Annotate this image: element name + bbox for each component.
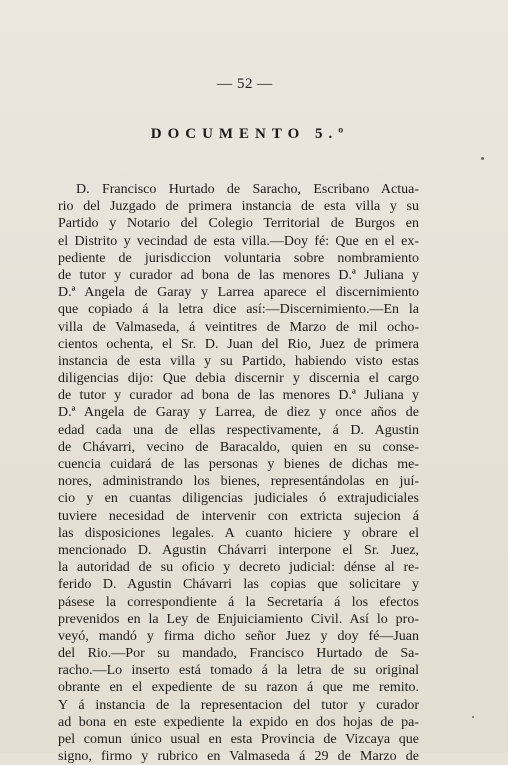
body-line: rio del Juzgado de primera instancia de esta villa y su xyxy=(58,199,419,215)
body-line: que copiado á la letra dice así:—Discernimiento.—En la xyxy=(58,302,419,318)
body-line: tuviere necesidad de intervenir con extricta sujecion á xyxy=(58,508,419,524)
body-line: instancia de esta villa y su Partido, habiendo visto estas xyxy=(58,353,419,369)
body-line: el Distrito y vecindad de esta villa.—Doy fé: Que en el ex- xyxy=(58,233,419,249)
body-line: pásese la correspondiente á la Secretaría á los efectos xyxy=(58,594,419,610)
body-line: diligencias dijo: Que debia discernir y discernia el cargo xyxy=(58,371,419,387)
body-line: Y á instancia de la representacion del tutor y curador xyxy=(58,697,419,713)
body-line: de tutor y curador ad bona de las menores D.ª Juliana y xyxy=(58,388,419,404)
body-line: la autoridad de su oficio y decreto judicial: dénse al re- xyxy=(58,560,419,576)
document-title: DOCUMENTO 5.º xyxy=(150,126,350,142)
body-line: edad cada una de ellas respectivamente, á D. Agustin xyxy=(58,422,419,438)
body-line: villa de Valmaseda, á veintitres de Marzo de mil ocho- xyxy=(58,319,419,335)
body-line: cio y en cuantas diligencias judiciales ó extrajudiciales xyxy=(58,491,419,507)
body-line: ferido D. Agustin Chávarri las copias que solicitare y xyxy=(58,577,419,593)
body-line: pediente de jurisdiccion voluntaria sobre nombramiento xyxy=(58,250,419,266)
body-line: D.ª Angela de Garay y Larrea aparece el discernimiento xyxy=(58,285,419,301)
body-line: pel comun único usual en esta Provincia de Vizcaya que xyxy=(58,732,419,747)
document-body xyxy=(58,181,419,765)
body-line: veyó, mandó y firma dicho señor Juez y doy fé—Juan xyxy=(58,628,419,644)
body-line: nores, administrando los bienes, representándolas en juí- xyxy=(58,474,419,490)
body-line: prevenidos en la Ley de Enjuiciamiento Civil. Así lo pro- xyxy=(58,611,419,627)
body-line: obrante en el expediente de su razon á que me remito. xyxy=(58,680,419,696)
paper-speck xyxy=(472,716,474,718)
body-line: de tutor y curador ad bona de las menores D.ª Juliana y xyxy=(58,267,419,283)
body-line: Partido y Notario del Colegio Territorial de Burgos en xyxy=(58,216,419,232)
paper-speck xyxy=(481,157,484,160)
body-line: ad bona en este expediente la expido en dos hojas de pa- xyxy=(58,714,419,730)
body-line: mencionado D. Agustin Chávarri interpone el Sr. Juez, xyxy=(58,542,419,558)
body-line: cientos ochenta, el Sr. D. Juan del Rio, Juez de primera xyxy=(58,336,419,352)
body-line: signo, firmo y rubrico en Valmaseda á 29 de Marzo de xyxy=(58,749,419,765)
body-line: las disposiciones legales. A cuanto hiciere y obrare el xyxy=(58,525,419,541)
body-line: cuencia cuidará de las personas y bienes de dichas me- xyxy=(58,457,419,472)
body-line: D.ª Angela de Garay y Larrea, de diez y once años de xyxy=(58,405,419,421)
page-number: — 52 — xyxy=(217,76,273,92)
body-line: racho.—Lo inserto está tomado á la letra de su original xyxy=(58,663,419,679)
body-line: del Rio.—Por su mandado, Francisco Hurtado de Sa- xyxy=(58,646,419,662)
body-line: D. Francisco Hurtado de Saracho, Escribano Actua- xyxy=(76,182,419,197)
body-line: de Chávarri, vecino de Baracaldo, quien en su conse- xyxy=(58,439,419,455)
